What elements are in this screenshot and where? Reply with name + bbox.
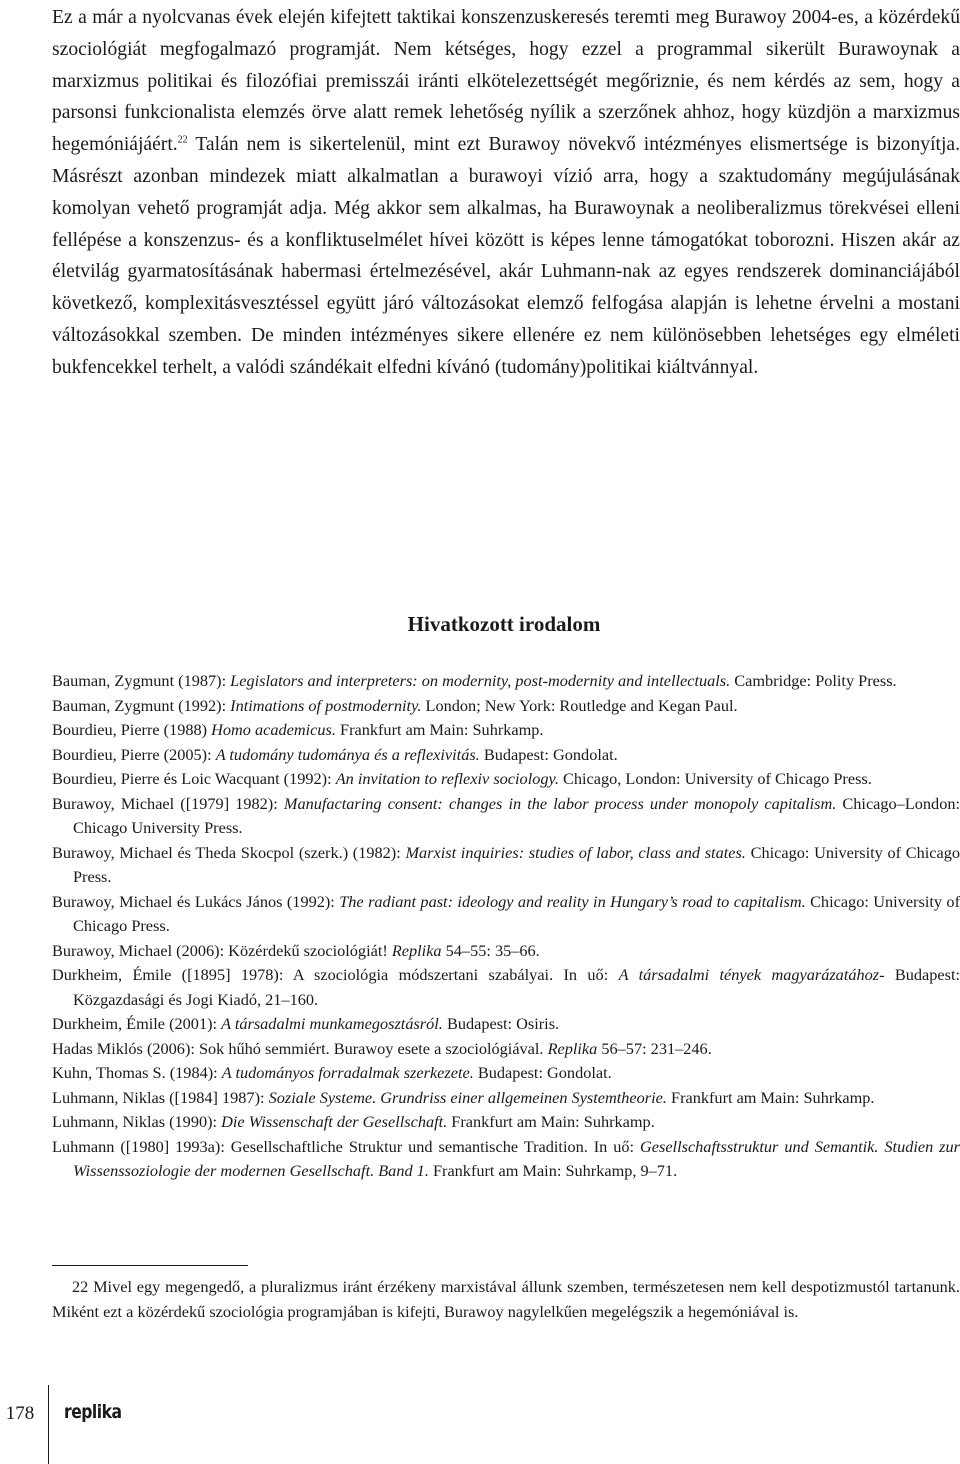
reference-title: Homo academicus. [211,720,336,739]
footnote-number: 22 [72,1277,89,1296]
reference-item [52,767,960,792]
reference-author-year: Burawoy, Michael ([1979] 1982): [52,793,284,813]
reference-author-year: Bourdieu, Pierre (1988) [52,720,212,739]
reference-publisher: Chicago: University of Chicago Press. [73,891,960,935]
reference-publisher: Cambridge: Polity Press. [730,671,897,690]
reference-publisher: Budapest: Közgazdasági és Jogi Kiadó, 21–160. [73,965,960,1009]
reference-author-year: Luhmann, Niklas ([1984] 1987): [52,1087,269,1107]
reference-author-year: Bauman, Zygmunt (1992): [52,695,231,715]
reference-publisher: Budapest: Osiris. [442,1014,560,1033]
reference-item [52,1086,960,1111]
reference-item [52,1037,960,1062]
reference-item [52,939,960,964]
reference-author-year: Burawoy, Michael és Theda Skocpol (szerk.) (1982): [52,842,406,862]
reference-author-year: Bauman, Zygmunt (1987): [52,671,231,690]
body-text-part2: Talán nem is sikertelenül, mint ezt Burawoy növekvő intézményes elismertsége is bizonyítja. Másrészt azonban mindezek miatt alkalmatlan a burawoyi vízió arra, hogy a szaktudomány megújulásának komolyan vehető programját adja. Még akkor sem alkalmas, ha Burawoynak a neoliberalizmus törekvései elleni fellépése a konszenzus- és a konfliktuselmélet hívei között is képes lenne támogatókat toborozni. Hiszen akár az életvilág gyarmatosításának habermasi értelmezésével, akár Luhmann-nak az egyes rendszerek dominanciájából következő, komplexitásvesztéssel együtt járó változásokat elemző felfogása alapján is lehetne érvelni a mostani változásokkal szemben. De minden intézményes sikere ellenére ez nem különösebben lehetséges egy elméleti bukfencekkel terhelt, a valódi szándékait elfedni kívánó (tudomány)politikai kiáltvánnyal. [52,134,960,378]
reference-author-year: Kuhn, Thomas S. (1984): [52,1063,222,1082]
reference-item [52,890,960,939]
reference-title: An invitation to reflexiv sociology. [335,769,559,788]
reference-publisher: Frankfurt am Main: Suhrkamp. [447,1112,655,1131]
page-number: 178 [5,1403,35,1424]
reference-item [52,963,960,1012]
reference-publisher: Budapest: Gondolat. [473,1063,612,1082]
reference-publisher: Frankfurt am Main: Suhrkamp, 9–71. [428,1161,678,1180]
reference-publisher: 56–57: 231–246. [597,1038,712,1058]
reference-author-year: Hadas Miklós (2006): Sok hűhó semmiért. Burawoy esete a szociológiával. [52,1038,548,1058]
reference-item [52,841,960,890]
reference-publisher: Chicago: University of Chicago Press. [73,842,960,886]
footnote-separator [52,1265,248,1266]
reference-publisher: London; New York: Routledge and Kegan Paul. [421,695,738,715]
footer-divider [48,1385,49,1464]
reference-publisher: Chicago–London: Chicago University Press. [73,793,960,837]
reference-item [52,1012,960,1037]
reference-item [52,718,960,743]
reference-title: A társadalmi munkamegosztásról. [221,1014,443,1033]
reference-item [52,1110,960,1135]
reference-author-year: Burawoy, Michael (2006): Közérdekű szociológiát! [52,940,392,960]
footnote-text: Mivel egy megengedő, a pluralizmus iránt érzékeny marxistával állunk szemben, természetesen nem kell despotizmustól tartanunk. Miként ezt a közérdekű szociológia programjában is kifejti, Burawoy nagylelkűen megelégszik a hegemóniával is. [52,1277,960,1321]
reference-title: Replika [391,940,442,960]
reference-title: Marxist inquiries: studies of labor, class and states. [405,842,746,862]
body-paragraph [52,2,960,384]
body-text-part1: Ez a már a nyolcvanas évek elején kifejtett taktikai konszenzuskeresés teremti meg Burawoy 2004-es, a közérdekű szociológiát megfogalmazó programját. Nem kétséges, hogy ezzel a programmal sikerült Burawoynak a marxizmus politikai és filozófiai premisszái iránti elkötelezettségét megőriznie, és nem kérdés az sem, hogy a parsonsi funkcionalista elemzés örve alatt remek lehetőség nyílik a szerzőnek ahhoz, hogy küzdjön a marxizmus hegemóniájáért. [52,7,960,156]
reference-item [52,1135,960,1184]
reference-title: Gesellschaftsstruktur und Semantik. Studien zur Wissenssoziologie der modernen Gesellschaft. Band 1. [73,1136,960,1180]
reference-publisher: Budapest: Gondolat. [479,744,618,764]
reference-author-year: Bourdieu, Pierre (2005): [52,744,216,764]
footnote [52,1275,960,1324]
reference-title: A tudományos forradalmak szerkezete. [221,1063,474,1082]
footnote-reference[interactable]: 22 [177,134,188,146]
reference-title: Die Wissenschaft der Gesellschaft. [221,1112,448,1131]
reference-author-year: Durkheim, Émile ([1895] 1978): A szociológia módszertani szabályai. In uő: [52,965,619,984]
reference-title: Intimations of postmodernity. [230,695,422,715]
reference-publisher: Chicago, London: University of Chicago Press. [558,769,872,788]
references-heading: Hivatkozott irodalom [407,612,601,636]
reference-title: A tudomány tudománya és a reflexivitás. [215,744,480,764]
reference-title: Manufactaring consent: changes in the labor process under monopoly capitalism. [283,793,837,813]
reference-title: A társadalmi tények magyarázatához- [618,965,885,984]
reference-title: Replika [547,1038,598,1058]
journal-logo: replika [64,1401,122,1423]
reference-author-year: Luhmann, Niklas (1990): [52,1112,222,1131]
reference-title: Soziale Systeme. Grundriss einer allgemeinen Systemtheorie. [268,1087,667,1107]
reference-author-year: Burawoy, Michael és Lukács János (1992): [52,891,340,911]
reference-publisher: 54–55: 35–66. [441,940,540,960]
reference-publisher: Frankfurt am Main: Suhrkamp. [666,1087,875,1107]
reference-author-year: Luhmann ([1980] 1993a): Gesellschaftliche Struktur und semantische Tradition. In uő: [52,1136,641,1156]
reference-title: The radiant past: ideology and reality in Hungary’s road to capitalism. [339,891,806,911]
reference-item [52,792,960,841]
reference-item [52,743,960,768]
reference-item [52,694,960,719]
reference-list [52,669,960,1184]
reference-author-year: Bourdieu, Pierre és Loic Wacquant (1992): [52,769,336,788]
reference-author-year: Durkheim, Émile (2001): [52,1014,222,1033]
reference-title: Legislators and interpreters: on modernity, post-modernity and intellectuals. [230,671,731,690]
reference-publisher: Frankfurt am Main: Suhrkamp. [335,720,544,739]
reference-item [52,669,960,694]
reference-item [52,1061,960,1086]
